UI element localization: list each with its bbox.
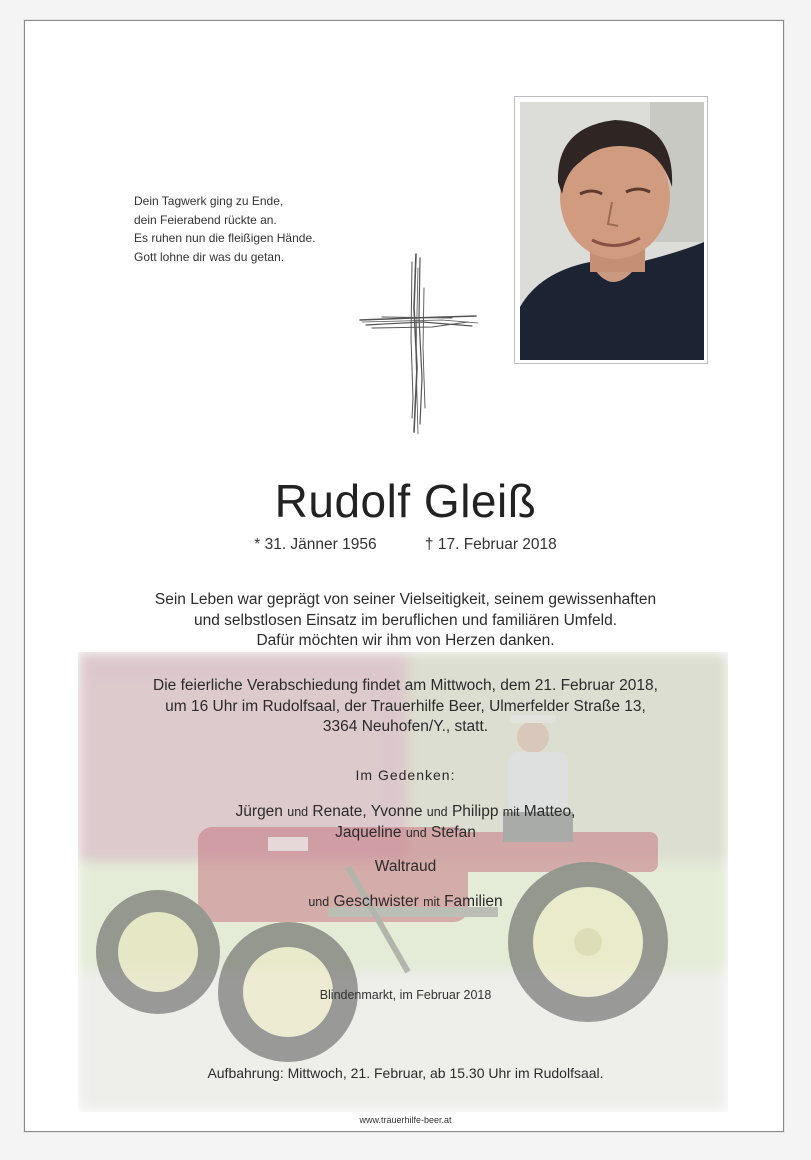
mourner-name: Matteo, [523,803,576,820]
poem [134,192,315,266]
conjunction: mit [502,805,520,819]
tribute-line: und selbstlosen Einsatz im beruflichen und familiären Umfeld. [193,611,618,629]
conjunction: mit [423,895,440,909]
conjunction: und [308,895,330,909]
place-date: Blindenmarkt, im Februar 2018 [319,988,492,1002]
mourners-row [0,858,811,876]
poem-line: Dein Tagwerk ging zu Ende, [134,194,284,208]
conjunction: und [405,826,427,840]
mourners-heading: Im Gedenken: [355,767,456,783]
viewing-info: Aufbahrung: Mittwoch, 21. Februar, ab 15.30 Uhr im Rudolfsaal. [207,1065,604,1081]
death-date: † 17. Februar 2018 [424,536,557,553]
life-dates [0,536,811,554]
ceremony-text [0,676,811,738]
conjunction: und [426,805,448,819]
tribute-line: Sein Leben war geprägt von seiner Vielseitigkeit, seinem gewissenhaften [154,591,657,608]
mourner-name: Philipp [451,803,499,820]
tribute-line: Dafür möchten wir ihm von Herzen danken. [256,632,555,649]
mourner-name: Jaqueline [335,824,402,841]
mourners-row [0,893,811,911]
ceremony-line: 3364 Neuhofen/Y., statt. [322,718,489,735]
conjunction: und [287,805,309,819]
poem-line: Es ruhen nun die fleißigen Hände. [134,231,316,245]
poem-line: dein Feierabend rückte an. [134,212,277,227]
deceased-name: Rudolf Gleiß [274,475,537,527]
mourners-row [0,803,811,821]
portrait-photo [514,96,708,364]
ceremony-line: Die feierliche Verabschiedung findet am Mittwoch, dem 21. Februar 2018, [153,677,658,694]
mourner-name: Geschwister [333,893,419,910]
website-link[interactable]: www.trauerhilfe-beer.at [359,1115,452,1125]
mourners-row [0,824,811,842]
birth-date: * 31. Jänner 1956 [254,536,377,553]
mourner-name: Stefan [431,824,476,841]
cross-icon [352,248,482,438]
tribute-text [0,590,811,652]
mourner-name: Waltraud [374,858,437,875]
mourner-name: Renate, Yvonne [312,803,423,820]
poem-line: Gott lohne dir was du getan. [134,249,285,264]
ceremony-line: um 16 Uhr im Rudolfsaal, der Trauerhilfe Beer, Ulmerfelder Straße 13, [165,697,646,715]
mourner-name: Jürgen [235,803,283,820]
mourner-name: Familien [444,893,503,910]
